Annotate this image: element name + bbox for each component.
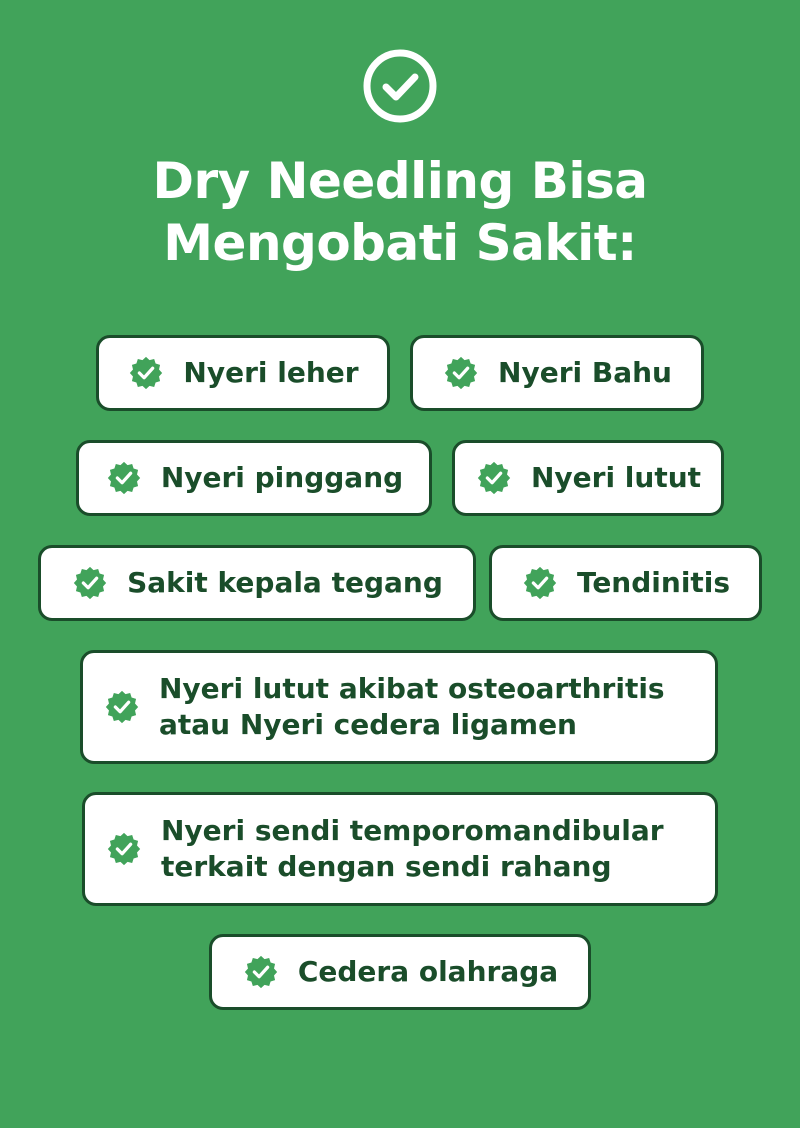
item-label: [159, 671, 665, 743]
check-badge-icon: [105, 830, 143, 868]
check-badge-icon: [103, 688, 141, 726]
check-badge-icon: [105, 459, 143, 497]
item-nyeri-lutut: [452, 440, 724, 516]
check-badge-icon: [71, 564, 109, 602]
item-sakit-kepala-tegang: [38, 545, 476, 621]
check-badge-icon: [127, 354, 165, 392]
check-badge-icon: [242, 953, 280, 991]
item-nyeri-lutut-osteoarthritis: [80, 650, 718, 764]
item-nyeri-leher: [96, 335, 390, 411]
item-label-line-1: Nyeri lutut akibat osteoarthritis: [159, 672, 665, 705]
item-label-line-2: atau Nyeri cedera ligamen: [159, 708, 577, 741]
circle-check-icon: [362, 48, 438, 124]
item-label: Nyeri pinggang: [160, 461, 404, 494]
item-label: [161, 813, 664, 885]
item-cedera-olahraga: [209, 934, 591, 1010]
check-badge-icon: [442, 354, 480, 392]
page-title: [0, 150, 800, 274]
title-line-2: Mengobati Sakit:: [163, 214, 637, 272]
item-nyeri-pinggang: [76, 440, 432, 516]
title-line-1: Dry Needling Bisa: [152, 152, 648, 210]
check-badge-icon: [475, 459, 513, 497]
item-label: Cedera olahraga: [297, 955, 559, 988]
item-label: Nyeri lutut: [530, 461, 702, 494]
item-label-line-2: terkait dengan sendi rahang: [161, 850, 612, 883]
item-nyeri-sendi-temporomandibular: [82, 792, 718, 906]
item-nyeri-bahu: [410, 335, 704, 411]
item-label: Nyeri Bahu: [498, 356, 672, 389]
item-label: Sakit kepala tegang: [127, 566, 443, 599]
item-tendinitis: [489, 545, 762, 621]
check-badge-icon: [521, 564, 559, 602]
item-label: Nyeri leher: [183, 356, 359, 389]
item-label: Tendinitis: [576, 566, 731, 599]
item-label-line-1: Nyeri sendi temporomandibular: [161, 814, 664, 847]
